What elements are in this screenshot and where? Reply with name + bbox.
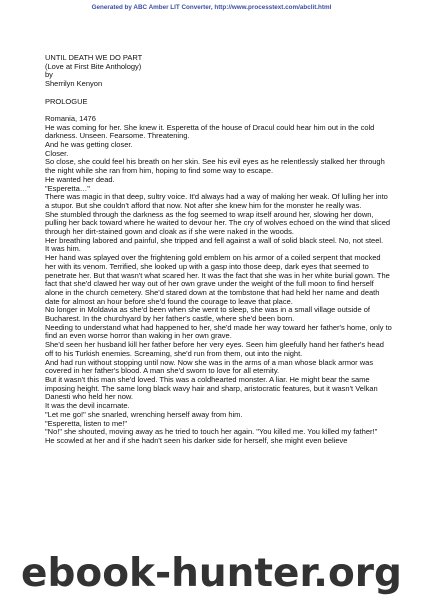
paragraph: There was magic in that deep, sultry voice. It'd always had a way of making her weak. Of lulling her into a stupor. But she couldn't afford that now. Not after she knew him for the monster he really was. [45,192,388,210]
paragraph: Needing to understand what had happened to her, she'd made her way toward her father's home, only to find an even worse horror than waking in her own grave. [45,322,392,341]
paragraph: Romania, 1476 [45,113,96,123]
paragraph: And had run without stopping until now. Now she was in the arms of a man whose black armor was covered in her father's blood. A man she'd sworn to love for all eternity. [45,357,374,376]
paragraph: "Esperetta…" [45,183,90,193]
paragraph: No longer in Moldavia as she'd been when she went to sleep, she was in a small village outside of Bucharest. In the churchyard by her father's castle, where she'd been born. [45,305,370,324]
section-heading: PROLOGUE [45,96,88,106]
paragraph: It was the devil incarnate. [45,401,130,411]
spacer [45,89,393,98]
paragraph: "Esperetta, listen to me!" [45,418,128,428]
paragraph: Her breathing labored and painful, she tripped and fell against a wall of solid black steel. No, not steel. [45,235,384,245]
paragraph: Her hand was splayed over the frightening gold emblem on his armor of a coiled serpent that mocked her with its venom. Terrified, she looked up with a gasp into those deep, dark eyes that seemed to penetrate her. But that wasn't what scared her. It was the fact that she was in her white burial gown. The fact that she'd clawed her way out of her own grave under the weight of the full moon to find herself alone in the church cemetery. She'd stared down at the tombstone that had held her name and death date for almost an hour before she'd found the courage to leave that place. [45,253,390,306]
paragraph: "Let me go!" she snarled, wrenching herself away from him. [45,409,243,419]
byline-word: by [45,70,53,80]
paragraph: She'd seen her husband kill her father before her very eyes. Seen him gleefully hand her father's head off to his Turkish enemies. Screaming, she'd run from them, out into the night. [45,340,384,358]
paragraph: He scowled at her and if she hadn't seen his darker side for herself, she might even believe [45,435,348,445]
paragraph: She stumbled through the darkness as the fog seemed to wrap itself around her, slowing her down, pulling her back toward where he waited to devour her. The cry of wolves echoed on the wind that sliced through her dirt-stained gown and cloak as if she were naked in the woods. [45,209,391,237]
paragraph: So close, she could feel his breath on her skin. See his evil eyes as he relentlessly stalked her through the night while she ran from him, hoping to find some way to escape. [45,157,385,176]
author-name: Sherrilyn Kenyon [45,79,103,89]
paragraph: And he was getting closer. [45,140,133,149]
spacer [45,106,393,115]
paragraph: Closer. [45,148,69,158]
paragraph: He wanted her dead. [45,174,115,184]
paragraph: He was coming for her. She knew it. Esperetta of the house of Dracul could hear him out in the cold darkness. Unseen. Fearsome. Threatening. [45,122,375,141]
generator-header: Generated by ABC Amber LIT Converter, http://www.processtext.com/abclit.html [91,4,332,11]
document-title: UNTIL DEATH WE DO PART [45,53,143,62]
document-subtitle: (Love at First Bite Anthology) [45,61,142,71]
site-watermark: ebook-hunter.org [0,548,423,600]
document-body [45,54,393,446]
paragraph: But it wasn't this man she'd loved. This was a coldhearted monster. A liar. He might bear the same imposing height. The same long black wavy hair and sharp, aristocratic features, but it wasn't Velkan Danesti who held her now. [45,374,378,402]
paragraph: It was him. [45,244,81,254]
paragraph: "No!" she shouted, moving away as he tried to touch her again. "You killed me. You killed my father!" [45,427,378,437]
